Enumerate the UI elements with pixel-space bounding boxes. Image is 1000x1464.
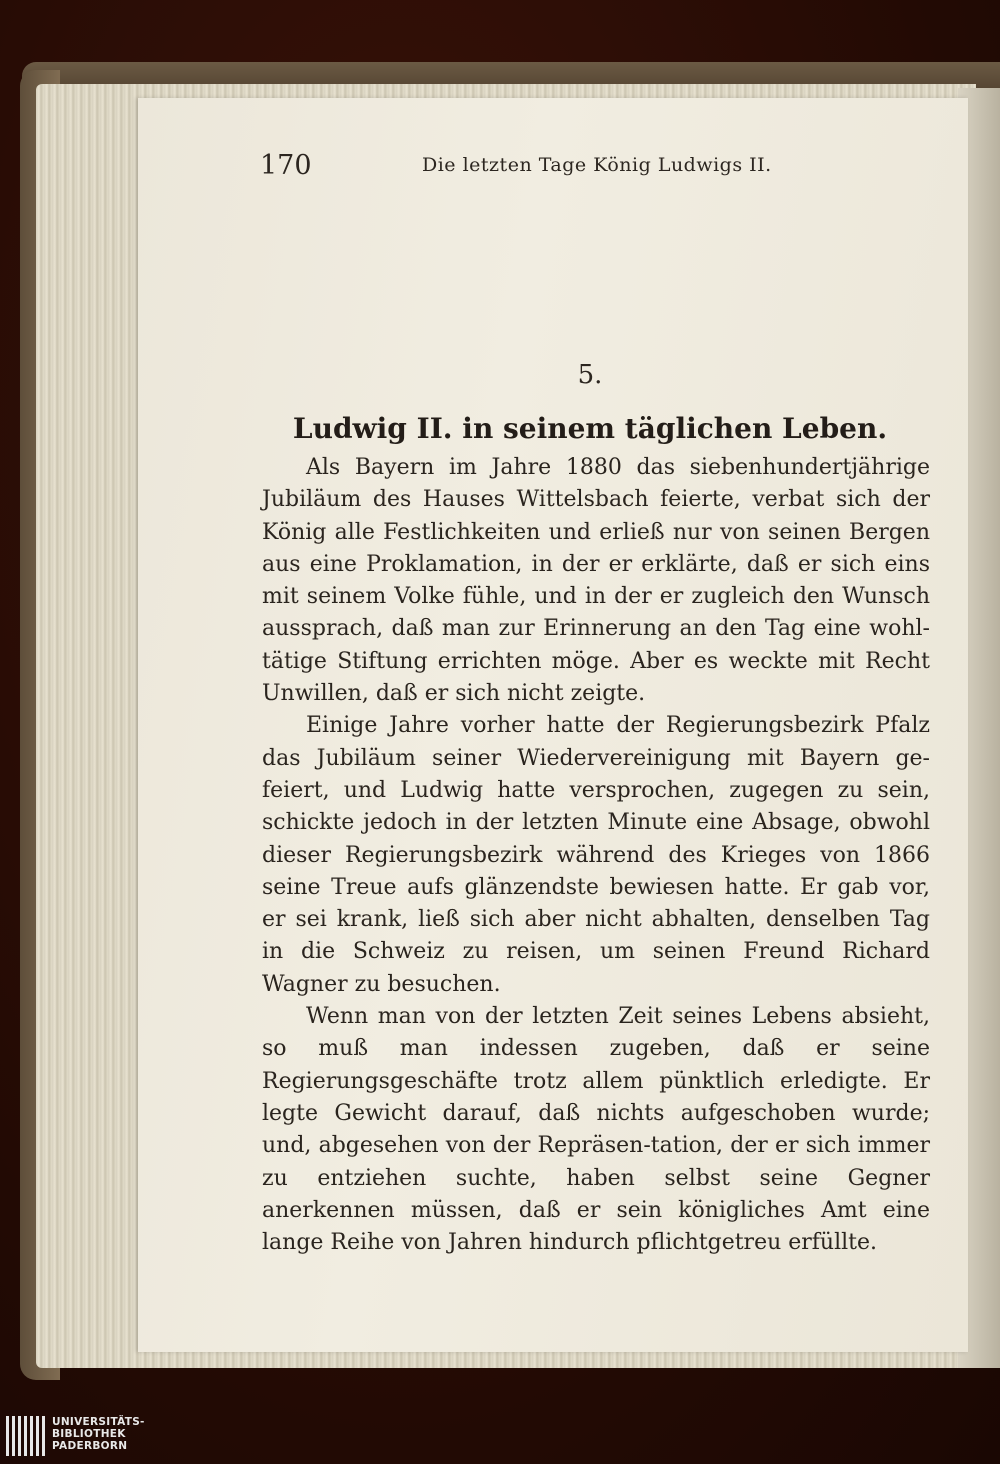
stamp-line-2: BIBLIOTHEK	[52, 1428, 126, 1440]
chapter-number: 5.	[577, 360, 603, 390]
stamp-line-3: PADERBORN	[52, 1440, 128, 1452]
stamp-line-1: UNIVERSITÄTS-	[52, 1416, 145, 1428]
library-logo-icon	[6, 1416, 48, 1456]
page-number: 170	[260, 150, 312, 181]
paragraph-2: Einige Jahre vorher hatte der Regierungsbezirk Pfalz das Jubiläum seiner Wiedervereinigung mit Bayern ge-feiert, und Ludwig hatte versprochen, zugegen zu sein, schickte jedoch in der letzten Minute eine Absage, obwohl dieser Regierungsbezirk während des Krieges von 1866 seine Treue aufs glänzendste bewiesen hatte. Er gab vor, er sei krank, ließ sich aber nicht abhalten, denselben Tag in die Schweiz zu reisen, um seinen Freund Richard Wagner zu besuchen.	[262, 713, 930, 997]
library-stamp-text	[52, 1416, 145, 1452]
library-stamp	[0, 1410, 200, 1464]
running-head	[260, 150, 928, 184]
body-text	[262, 452, 930, 1259]
running-title: Die letzten Tage König Ludwigs II.	[422, 154, 772, 176]
paragraph-3: Wenn man von der letzten Zeit seines Lebens absieht, so muß man indessen zugeben, daß er seine Regierungsgeschäfte trotz allem pünktlich erledigte. Er legte Gewicht darauf, daß nichts aufgeschoben wurde; und, abgesehen von der Repräsen-tation, der er sich immer zu entziehen suchte, haben selbst seine Gegner anerkennen müssen, daß er sein königliches Amt eine lange Reihe von Jahren hindurch pflichtgetreu erfüllte.	[262, 1004, 930, 1256]
chapter-title: Ludwig II. in seinem täglichen Leben.	[292, 412, 888, 445]
paragraph-1: Als Bayern im Jahre 1880 das siebenhundertjährige Jubiläum des Hauses Wittelsbach feierte, verbat sich der König alle Festlichkeiten und erließ nur von seinen Bergen aus eine Proklamation, in der er erklärte, daß er sich eins mit seinem Volke fühle, und in der er zugleich den Wunsch aussprach, daß man zur Erinnerung an den Tag eine wohl-tätige Stiftung errichten möge. Aber es weckte mit Recht Unwillen, daß er sich nicht zeigte.	[262, 455, 930, 707]
